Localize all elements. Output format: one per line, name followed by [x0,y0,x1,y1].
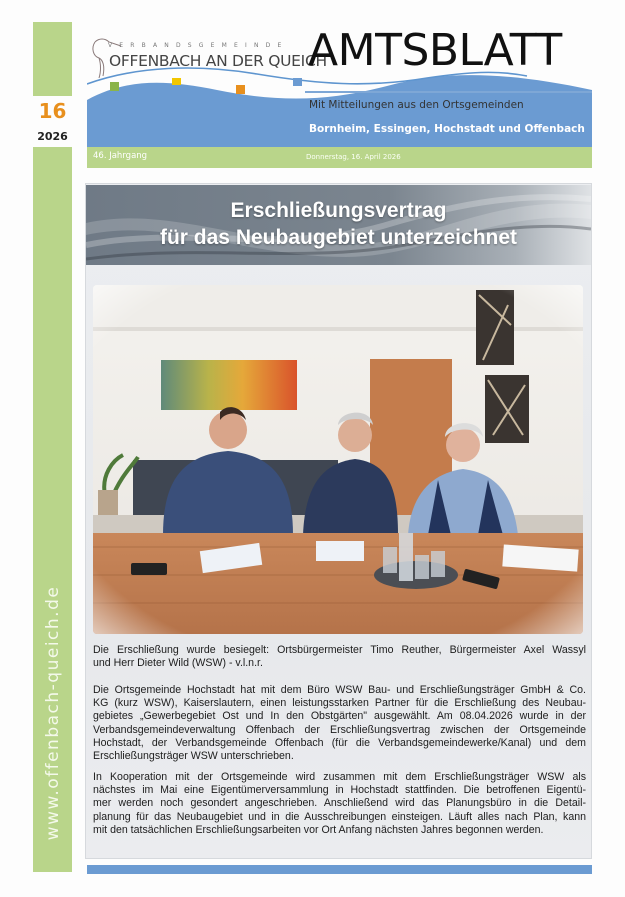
paragraph-line: KG (kurz WSW), Kaiserslautern, einen leistungsstarken Partner für die Erschließung des Neubau- [93,697,586,710]
sidebar-green-block-top [33,22,72,96]
masthead-title: AMTSBLATT [308,25,562,76]
paragraph-line: mer werden noch gesondert angeschrieben. Anschließend wird das Planungsbüro in die Detail- [93,797,586,810]
website-url-text: www.offenbach-queich.de [42,585,63,840]
paragraph-line: planung für das Neubaugebiet und in die Ausschreibungen einsteigen. Läuft alles nach Plan, kann [93,810,586,823]
paragraph-line: mit den tatsächlichen Erschließungsarbeiten vor Ort Anfang nächsten Jahres begonnen werden. [93,823,544,836]
issue-year: 2026 [37,130,68,143]
article-paragraph-2 [93,771,586,837]
logo-subtitle: VERBANDSGEMEINDE [108,42,289,49]
title-divider [305,91,592,93]
article-photo [93,285,583,634]
website-url[interactable] [33,560,72,865]
article-paragraph-1 [93,684,586,763]
footer-blue-bar [87,865,592,874]
logo-name: OFFENBACH AN DER QUEICH [109,52,327,70]
paragraph-line: Hochstadt, der Verbandsgemeinde Offenbach (für die Verbandsgemeindewerke/Kanal) und dem [93,736,586,749]
headline-line-1: Erschließungsvertrag [230,199,447,222]
logo-square-green [110,82,119,91]
logo-square-yellow [172,78,181,85]
paragraph-line: gebietes „Gewerbegebiet Ost und In den Obstgärten" ausgewählt. Am 08.04.2026 wurde in der [93,710,586,723]
paragraph-line: nächstes im Mai eine Eigentümerversammlung in Hochstadt stattfinden. Die betroffenen Eigentü- [93,784,586,797]
volume-label: 46. Jahrgang [93,151,148,161]
photo-caption [93,644,586,670]
issue-number: 16 [38,99,67,123]
paragraph-line: Erschließungsträger WSW unterschrieben. [93,750,294,763]
paragraph-line: Verbandsgemeindeverwaltung Offenbach der Erschließungsvertrag zwischen der Ortsgemeinde [93,723,586,736]
caption-line: und Herr Dieter Wild (WSW) - v.l.n.r. [93,657,263,670]
masthead-subtitle: Mit Mitteilungen aus den Ortsgemeinden [309,99,524,111]
headline-line-2: für das Neubaugebiet unterzeichnet [159,226,518,249]
issue-date: Donnerstag, 16. April 2026 [306,153,401,161]
logo-square-blue [293,78,302,86]
paragraph-line: In Kooperation mit der Ortsgemeinde wird zusammen mit dem Erschließungsträger WSW als [93,771,586,783]
logo-square-orange [236,85,245,94]
signing-ceremony-photo [93,285,583,634]
article-headline [86,197,591,251]
caption-line: Die Erschließung wurde besiegelt: Ortsbürgermeister Timo Reuther, Bürgermeister Axel Wassyl [93,644,586,656]
towns-list: Bornheim, Essingen, Hochstadt und Offenbach [309,123,585,135]
paragraph-line: Die Ortsgemeinde Hochstadt hat mit dem Büro WSW Bau- und Erschließungsträger GmbH & Co. [93,684,586,696]
